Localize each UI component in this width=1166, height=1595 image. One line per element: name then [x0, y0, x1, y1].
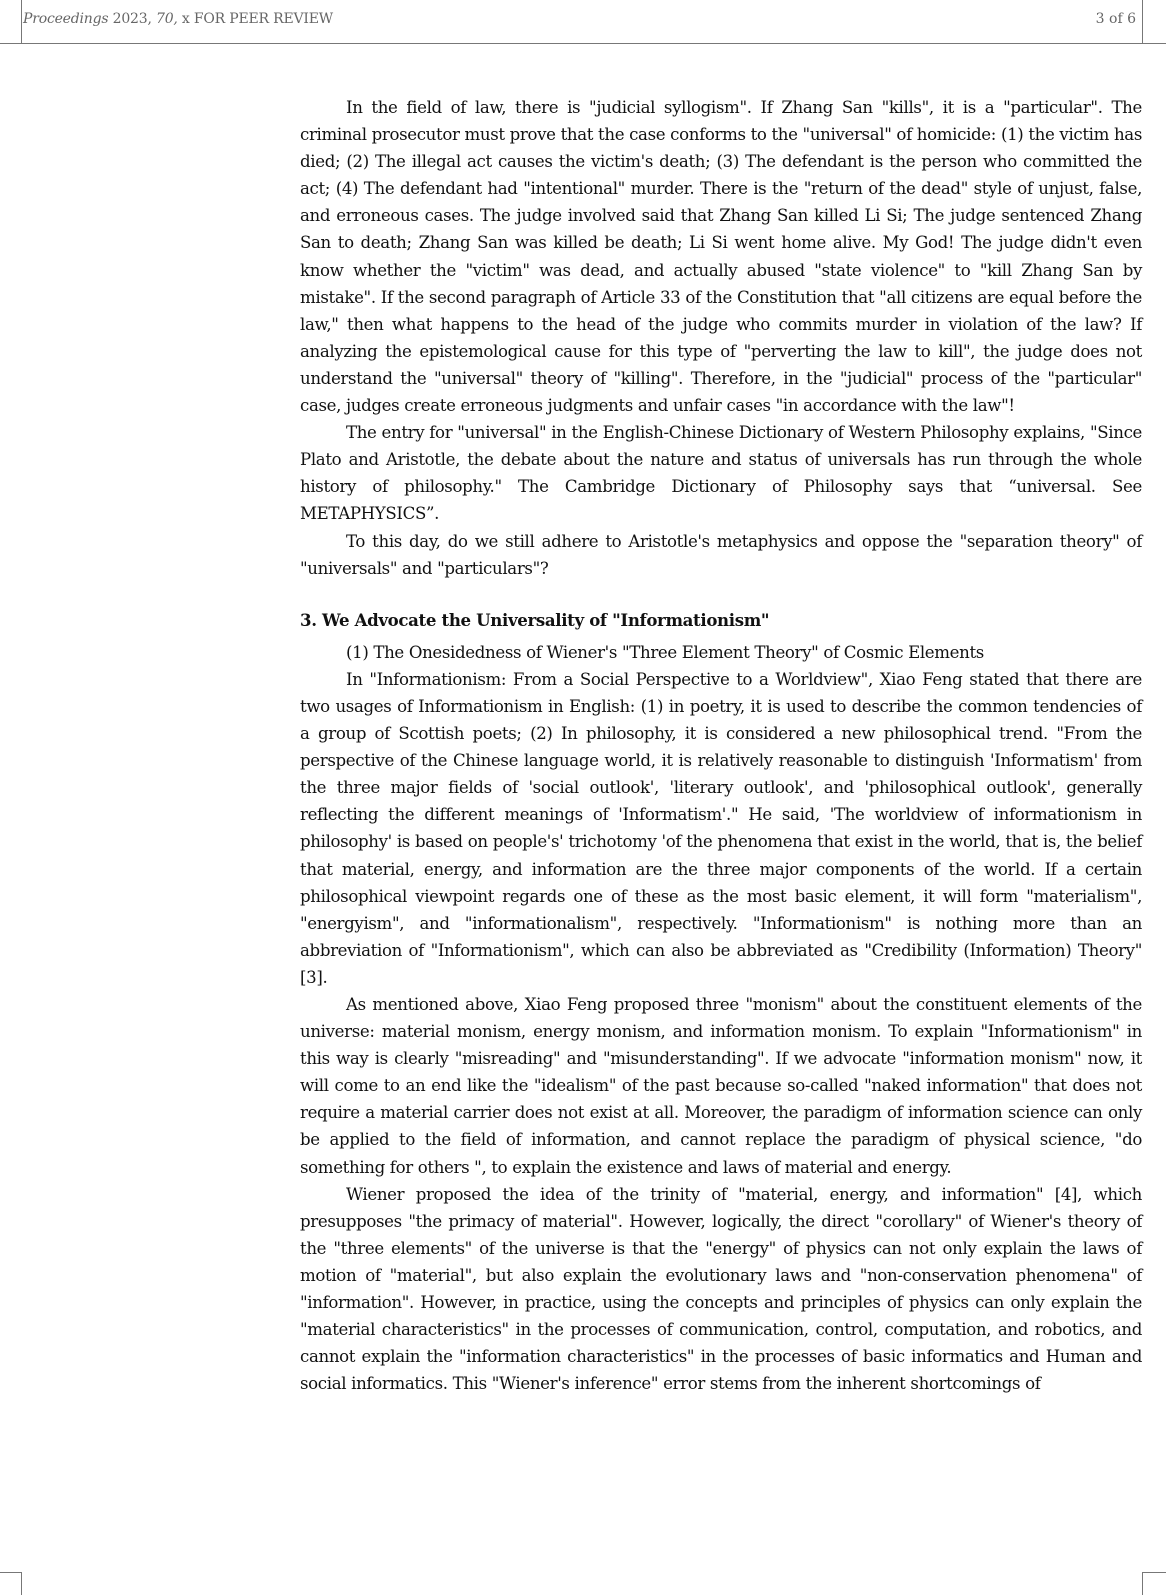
journal-year: 2023,: [112, 11, 152, 27]
journal-name: Proceedings: [23, 11, 109, 27]
footer-crop-mark-left-h: [0, 1572, 22, 1573]
paragraph: The entry for "universal" in the English-Chinese Dictionary of Western Philosophy explains, "Since Plato and Aristotle, the debate about the nature and status of universals has run through the whole history of philosophy." The Cambridge Dictionary of Philosophy says that “universal. See METAPHYSICS”.: [300, 423, 1142, 524]
header-crop-mark-right: [1142, 0, 1143, 44]
footer-crop-mark-right: [1142, 1572, 1143, 1595]
paragraph: Wiener proposed the idea of the trinity of "material, energy, and information" [4], which presupposes "the primacy of material". However, logically, the direct "corollary" of Wiener's theory of the "three elements" of the universe is that the "energy" of physics can not only explain the laws of motion of "material", but also explain the evolutionary laws and "non-conservation phenomena" of "information". However, in practice, using the concepts and principles of physics can only explain the "material characteristics" in the processes of communication, control, computation, and robotics, and cannot explain the "information characteristics" in the processes of basic informatics and Human and social informatics. This "Wiener's inference" error stems from the inherent shortcomings of: [300, 1184, 1142, 1394]
page-number: 3 of 6: [1095, 11, 1136, 27]
section-heading: 3. We Advocate the Universality of "Informationism": [300, 609, 770, 630]
paragraph: In "Informationism: From a Social Perspective to a Worldview", Xiao Feng stated that there are two usages of Informationism in English: (1) in poetry, it is used to describe the common tendencies of a group of Scottish poets; (2) In philosophy, it is considered a new philosophical trend. "From the perspective of the Chinese language world, it is relatively reasonable to distinguish 'Informatism' from the three major fields of 'social outlook', 'literary outlook', and 'philosophical outlook', generally reflecting the different meanings of 'Informatism'." He said, 'The worldview of informationism in philosophy' is based on people's' trichotomy 'of the phenomena that exist in the world, that is, the belief that material, energy, and information are the three major components of the world. If a certain philosophical viewpoint regards one of these as the most basic element, it will form "materialism", "energyism", and "informationalism", respectively. "Informationism" is nothing more than an abbreviation of "Informationism", which can also be abbreviated as "Credibility (Information) Theory" [3].: [300, 669, 1142, 987]
footer-crop-mark-right-h: [1142, 1572, 1166, 1573]
journal-volume: 70,: [155, 11, 178, 27]
paragraph: As mentioned above, Xiao Feng proposed three "monism" about the constituent elements of the universe: material monism, energy monism, and information monism. To explain "Informationism" in this way is clearly "misreading" and "misunderstanding". If we advocate "information monism" now, it will come to an end like the "idealism" of the past because so-called "naked information" that does not require a material carrier does not exist at all. Moreover, the paradigm of information science can only be applied to the field of information, and cannot replace the paradigm of physical science, "do something for others ", to explain the existence and laws of material and energy.: [300, 995, 1142, 1177]
header-rule: [0, 43, 1166, 44]
paragraph: To this day, do we still adhere to Aristotle's metaphysics and oppose the "separation theory" of "universals" and "particulars"?: [300, 531, 1142, 578]
article-body: [300, 94, 1142, 1397]
paragraph: In the field of law, there is "judicial syllogism". If Zhang San "kills", it is a "particular". The criminal prosecutor must prove that the case conforms to the "universal" of homicide: (1) the victim has died; (2) The illegal act causes the victim's death; (3) The defendant is the person who committed the act; (4) The defendant had "intentional" murder. There is the "return of the dead" style of unjust, false, and erroneous cases. The judge involved said that Zhang San killed Li Si; The judge sentenced Zhang San to death; Zhang San was killed be death; Li Si went home alive. My God! The judge didn't even know whether the "victim" was dead, and actually abused "state violence" to "kill Zhang San by mistake". If the second paragraph of Article 33 of the Constitution that "all citizens are equal before the law," then what happens to the head of the judge who commits murder in violation of the law? If analyzing the epistemological cause for this type of "perverting the law to kill", the judge does not understand the "universal" theory of "killing". Therefore, in the "judicial" process of the "particular" case, judges create erroneous judgments and unfair cases "in accordance with the law"!: [300, 98, 1142, 416]
footer-crop-mark-left: [21, 1572, 22, 1595]
running-header: [23, 11, 333, 27]
review-note: x FOR PEER REVIEW: [181, 11, 333, 27]
header-crop-mark-left: [21, 0, 22, 44]
subsection-title: (1) The Onesidedness of Wiener's "Three Element Theory" of Cosmic Elements: [346, 642, 984, 662]
